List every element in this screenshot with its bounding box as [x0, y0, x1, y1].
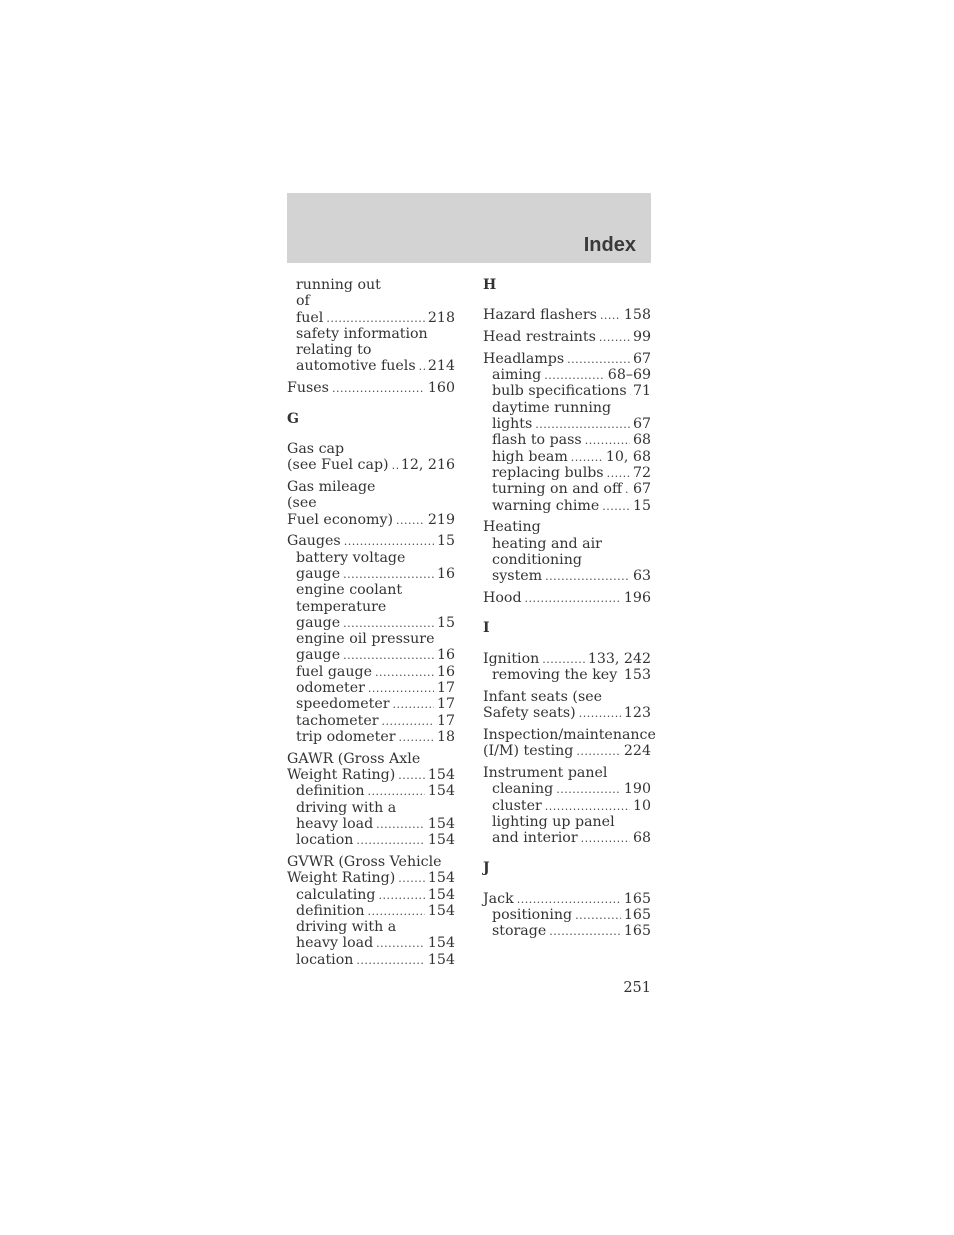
dot-leader	[376, 817, 425, 833]
dot-leader	[343, 616, 434, 632]
index-entry	[483, 307, 651, 323]
entry-label: speedometer	[296, 696, 390, 713]
dot-leader	[375, 665, 434, 681]
page-reference[interactable]: 190	[623, 781, 651, 798]
dot-leader	[398, 768, 425, 784]
dot-leader	[368, 904, 425, 920]
page-reference[interactable]: 133, 242	[587, 650, 651, 667]
index-subentry: temperature	[296, 598, 387, 615]
dot-leader	[585, 433, 630, 449]
index-subentry: daytime running	[492, 399, 612, 416]
dot-leader	[602, 499, 630, 515]
index-letter-heading: I	[483, 620, 490, 637]
page-reference[interactable]: 154	[427, 902, 455, 919]
dot-leader	[356, 833, 425, 849]
entry-label: definition	[296, 783, 365, 800]
entry-label: high beam	[492, 448, 568, 465]
entry-label: warning chime	[492, 497, 600, 514]
entry-label: storage	[492, 923, 547, 940]
dot-leader	[556, 782, 621, 798]
page-reference[interactable]: 67	[632, 416, 651, 433]
dot-leader	[576, 744, 621, 760]
entry-label: cleaning	[492, 781, 554, 798]
entry-label: Head restraints	[483, 329, 596, 346]
section-header-bar	[287, 193, 651, 263]
page-reference[interactable]: 219	[427, 511, 455, 528]
entry-label: Weight Rating)	[287, 767, 396, 784]
index-subentry: running out	[296, 277, 381, 293]
entry-label: gauge	[296, 647, 341, 664]
index-subentry	[287, 903, 455, 919]
page-reference[interactable]: 99	[632, 329, 651, 346]
index-subentry: driving with a	[296, 799, 397, 816]
index-subentry	[483, 449, 651, 465]
entry-label: lights	[492, 416, 533, 433]
entry-label: cluster	[492, 797, 542, 814]
page-reference[interactable]: 17	[436, 712, 455, 729]
index-entry: GVWR (Gross Vehicle	[287, 854, 442, 870]
spacer	[287, 427, 455, 441]
index-column-right	[483, 277, 656, 940]
dot-leader	[378, 888, 424, 904]
entry-label: Weight Rating)	[287, 870, 396, 887]
index-entry: Gas cap	[287, 440, 345, 457]
entry-label: trip odometer	[296, 728, 396, 745]
dot-leader	[542, 652, 585, 668]
index-subentry	[483, 465, 651, 481]
index-subentry	[287, 647, 455, 663]
index-subentry	[287, 816, 455, 832]
entry-label: bulb specifications	[492, 383, 627, 400]
entry-label: Fuel economy)	[287, 511, 393, 528]
entry-label: (see Fuel cap)	[287, 457, 389, 474]
entry-label: Hazard flashers	[483, 307, 597, 324]
spacer	[483, 606, 651, 620]
entry-label: fuel gauge	[296, 663, 372, 680]
dot-leader	[571, 450, 603, 466]
index-subentry: driving with a	[296, 919, 397, 936]
entry-label: automotive fuels	[296, 358, 416, 375]
index-entry: Inspection/maintenance	[483, 726, 656, 743]
dot-leader	[579, 706, 621, 722]
entry-label: gauge	[296, 614, 341, 631]
entry-label: odometer	[296, 680, 365, 697]
index-entry	[483, 651, 651, 667]
page-reference[interactable]: 17	[436, 680, 455, 697]
index-subentry	[287, 358, 455, 374]
page-reference[interactable]: 68	[632, 830, 651, 847]
index-subentry	[287, 310, 455, 326]
page-reference[interactable]: 68–69	[607, 367, 651, 384]
page-reference[interactable]: 123	[623, 705, 651, 722]
index-subentry	[483, 923, 651, 939]
index-letter-heading: J	[483, 860, 490, 877]
index-entry: GAWR (Gross Axle	[287, 750, 421, 767]
spacer	[287, 397, 455, 411]
dot-leader	[581, 831, 630, 847]
index-entry	[483, 891, 651, 907]
index-subentry: battery voltage	[296, 549, 406, 566]
page-reference[interactable]: 154	[427, 951, 455, 968]
page-reference[interactable]: 71	[632, 383, 651, 400]
spacer	[483, 846, 651, 860]
index-subentry: conditioning	[492, 551, 582, 568]
dot-leader	[607, 466, 630, 482]
dot-leader	[368, 784, 425, 800]
entry-label: calculating	[296, 886, 376, 903]
index-subentry	[287, 952, 455, 968]
dot-leader	[517, 892, 621, 908]
index-entry: (see	[287, 495, 317, 512]
dot-leader	[525, 591, 621, 607]
page-reference[interactable]: 67	[632, 350, 651, 367]
index-subentry: engine oil pressure	[296, 631, 435, 648]
page-reference[interactable]: 154	[427, 767, 455, 784]
index-entry	[483, 705, 651, 721]
dot-leader	[545, 569, 630, 585]
entry-label: definition	[296, 902, 365, 919]
dot-leader	[544, 368, 605, 384]
index-entry	[483, 743, 651, 759]
page-reference[interactable]: 196	[623, 590, 651, 607]
page-reference[interactable]: 68	[632, 432, 651, 449]
index-column-left	[287, 277, 455, 968]
index-subentry	[483, 568, 651, 584]
entry-label: Headlamps	[483, 350, 565, 367]
page-reference[interactable]: 165	[623, 923, 651, 940]
page-reference[interactable]: 214	[427, 358, 455, 375]
page-reference[interactable]: 154	[427, 832, 455, 849]
entry-label: positioning	[492, 907, 573, 923]
page-reference[interactable]: 154	[427, 870, 455, 887]
page-reference[interactable]: 153	[623, 666, 651, 683]
entry-label: fuel	[296, 309, 324, 326]
dot-leader	[419, 359, 425, 375]
index-subentry	[287, 713, 455, 729]
index-subentry	[287, 615, 455, 631]
index-subentry	[483, 830, 651, 846]
index-entry: Gas mileage	[287, 478, 376, 495]
index-subentry	[483, 416, 651, 432]
index-subentry	[483, 481, 651, 497]
entry-label: replacing bulbs	[492, 464, 604, 481]
dot-leader	[599, 330, 630, 346]
entry-label: Safety seats)	[483, 705, 576, 722]
index-entry: Instrument panel	[483, 764, 608, 781]
index-subentry: safety information	[296, 325, 428, 342]
entry-label: tachometer	[296, 712, 379, 729]
page-reference[interactable]: 158	[623, 307, 651, 324]
index-entry	[287, 533, 455, 549]
dot-leader	[344, 534, 434, 550]
page-reference[interactable]: 218	[427, 309, 455, 326]
index-subentry	[287, 935, 455, 951]
entry-label: Gauges	[287, 533, 341, 550]
index-subentry	[287, 696, 455, 712]
page-reference[interactable]: 154	[427, 783, 455, 800]
dot-leader	[625, 482, 630, 498]
page-reference[interactable]: 63	[632, 568, 651, 585]
index-entry	[483, 351, 651, 367]
page-reference[interactable]: 18	[436, 728, 455, 745]
entry-label: (I/M) testing	[483, 743, 574, 760]
page-reference[interactable]: 224	[623, 743, 651, 760]
page-reference[interactable]: 15	[632, 497, 651, 514]
index-subentry	[287, 783, 455, 799]
index-entry	[287, 767, 455, 783]
index-subentry	[483, 907, 651, 923]
section-title: Index	[583, 234, 636, 256]
entry-label: system	[492, 568, 543, 585]
dot-leader	[356, 953, 425, 969]
page-reference[interactable]: 15	[436, 614, 455, 631]
dot-leader	[393, 697, 434, 713]
dot-leader	[326, 311, 425, 327]
page-reference[interactable]: 12, 216	[400, 457, 455, 474]
index-subentry	[483, 367, 651, 383]
index-subentry	[287, 664, 455, 680]
index-entry	[287, 457, 455, 473]
index-subentry	[483, 432, 651, 448]
spacer	[483, 877, 651, 891]
entry-label: aiming	[492, 367, 542, 384]
dot-leader	[332, 381, 425, 397]
index-subentry	[287, 566, 455, 582]
page-reference[interactable]: 154	[427, 935, 455, 952]
index-letter-heading: H	[483, 277, 497, 293]
page-reference[interactable]: 165	[623, 907, 651, 923]
dot-leader	[399, 730, 434, 746]
index-subentry	[483, 781, 651, 797]
index-entry	[287, 380, 455, 396]
dot-leader	[396, 513, 425, 529]
page-reference[interactable]: 165	[623, 890, 651, 907]
page-reference[interactable]: 154	[427, 886, 455, 903]
page-reference[interactable]: 15	[436, 533, 455, 550]
index-subentry: heating and air	[492, 535, 602, 552]
dot-leader	[376, 936, 425, 952]
dot-leader	[392, 458, 398, 474]
index-subentry: lighting up panel	[492, 813, 615, 830]
entry-label: Ignition	[483, 650, 540, 667]
entry-label: Jack	[483, 890, 514, 907]
dot-leader	[567, 352, 630, 368]
dot-leader	[343, 648, 434, 664]
dot-leader	[600, 308, 621, 324]
dot-leader	[343, 567, 434, 583]
page-number: 251	[623, 980, 651, 996]
dot-leader	[368, 681, 434, 697]
dot-leader	[382, 714, 434, 730]
index-entry: Heating	[483, 519, 541, 536]
page-reference[interactable]: 10, 68	[605, 448, 651, 465]
index-subentry	[483, 667, 651, 683]
index-subentry	[287, 832, 455, 848]
dot-leader	[620, 668, 621, 684]
entry-label: flash to pass	[492, 432, 582, 449]
dot-leader	[575, 908, 621, 924]
spacer	[483, 637, 651, 651]
page-reference[interactable]: 17	[436, 696, 455, 713]
index-entry	[287, 870, 455, 886]
index-entry: Infant seats (see	[483, 688, 603, 705]
dot-leader	[535, 417, 630, 433]
index-subentry	[287, 729, 455, 745]
page-reference[interactable]: 10	[632, 797, 651, 814]
entry-label: Fuses	[287, 380, 329, 397]
dot-leader	[545, 799, 630, 815]
page-reference[interactable]: 16	[436, 647, 455, 664]
index-entry	[287, 512, 455, 528]
page-reference[interactable]: 72	[632, 464, 651, 481]
index-subentry	[287, 887, 455, 903]
dot-leader	[549, 924, 621, 940]
entry-label: location	[296, 832, 354, 849]
entry-label: heavy load	[296, 815, 374, 832]
entry-label: location	[296, 951, 354, 968]
entry-label: heavy load	[296, 935, 374, 952]
index-subentry: of	[296, 293, 310, 310]
index-letter-heading: G	[287, 410, 299, 427]
dot-leader	[398, 871, 425, 887]
page-reference[interactable]: 16	[436, 565, 455, 582]
page-reference[interactable]: 16	[436, 663, 455, 680]
page-reference[interactable]: 160	[427, 380, 455, 397]
index-subentry	[483, 498, 651, 514]
index-subentry	[483, 383, 651, 399]
page-reference[interactable]: 67	[632, 481, 651, 498]
index-subentry: relating to	[296, 342, 372, 359]
index-subentry	[483, 798, 651, 814]
index-entry	[483, 590, 651, 606]
index-entry	[483, 329, 651, 345]
entry-label: turning on and off	[492, 481, 623, 498]
index-subentry: engine coolant	[296, 582, 403, 599]
entry-label: Hood	[483, 590, 522, 607]
spacer	[483, 293, 651, 307]
entry-label: gauge	[296, 565, 341, 582]
entry-label: and interior	[492, 830, 578, 847]
entry-label: removing the key	[492, 666, 618, 683]
page-reference[interactable]: 154	[427, 815, 455, 832]
index-subentry	[287, 680, 455, 696]
